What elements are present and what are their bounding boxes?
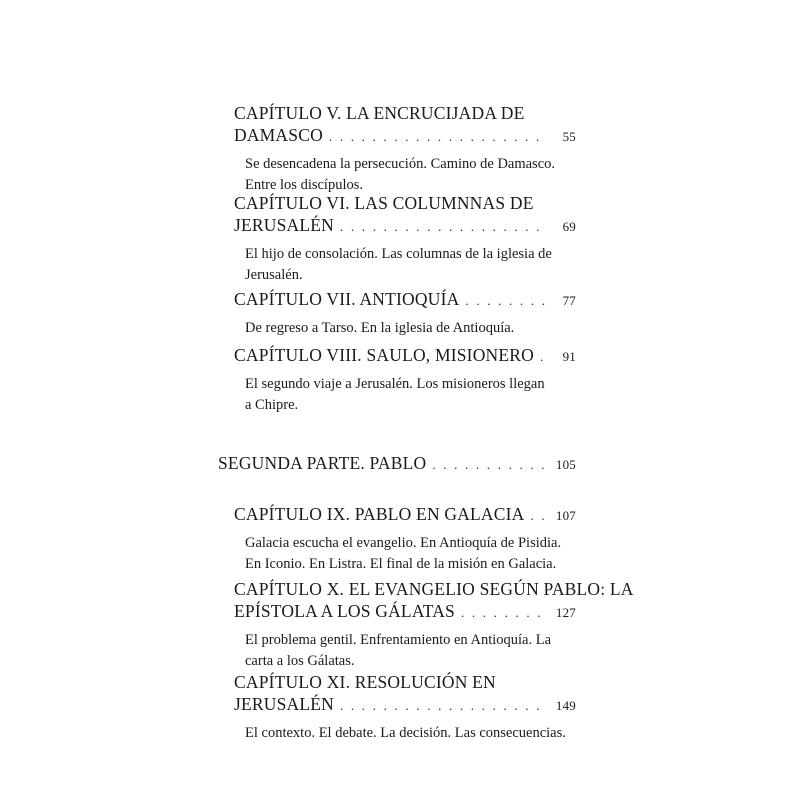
- description-line: a Chipre.: [245, 397, 299, 413]
- heading-line: CAPÍTULO V. LA ENCRUCIJADA DE: [234, 103, 525, 123]
- heading-line: CAPÍTULO XI. RESOLUCIÓN EN: [234, 672, 496, 692]
- page-number: 107: [555, 508, 576, 523]
- chapter-heading: [234, 671, 576, 717]
- toc-entry-chapter-10[interactable]: [234, 578, 634, 672]
- chapter-description: [245, 154, 565, 196]
- toc-entry-chapter-11[interactable]: [234, 671, 576, 744]
- chapter-heading: [234, 288, 576, 312]
- page-number: 105: [555, 457, 576, 472]
- page-number: 149: [555, 698, 576, 713]
- description-line: El contexto. El debate. La decisión. Las consecuencias.: [245, 725, 566, 741]
- description-line: El segundo viaje a Jerusalén. Los misioneros llegan: [245, 376, 545, 392]
- toc-entry-chapter-8[interactable]: [234, 344, 576, 416]
- page-number: 77: [562, 293, 576, 308]
- description-line: De regreso a Tarso. En la iglesia de Antioquía.: [245, 320, 515, 336]
- chapter-heading: [234, 344, 576, 368]
- chapter-heading: [234, 503, 576, 527]
- description-line: Galacia escucha el evangelio. En Antioquía de Pisidia.: [245, 535, 562, 551]
- page-number: 55: [562, 129, 576, 144]
- dot-leader: [540, 346, 546, 368]
- description-line: El problema gentil. Enfrentamiento en Antioquía. La: [245, 632, 552, 648]
- description-line: El hijo de consolación. Las columnas de la iglesia de: [245, 246, 552, 262]
- heading-line: JERUSALÉN: [234, 215, 334, 235]
- toc-entry-chapter-9[interactable]: [234, 503, 576, 575]
- heading-line: CAPÍTULO IX. PABLO EN GALACIA: [234, 504, 525, 524]
- dot-leader: [461, 602, 546, 624]
- chapter-description: [245, 244, 565, 286]
- dot-leader: [329, 126, 546, 148]
- chapter-heading: [234, 578, 634, 624]
- heading-line: SEGUNDA PARTE. PABLO: [218, 453, 427, 473]
- chapter-description: [245, 318, 565, 339]
- toc-entry-chapter-6[interactable]: [234, 192, 576, 286]
- toc-entry-chapter-5[interactable]: [234, 102, 576, 196]
- dot-leader: [340, 216, 546, 238]
- chapter-description: [245, 723, 565, 744]
- chapter-description: [245, 374, 565, 416]
- heading-line: EPÍSTOLA A LOS GÁLATAS: [234, 601, 455, 621]
- heading-line: DAMASCO: [234, 125, 323, 145]
- heading-line: CAPÍTULO VIII. SAULO, MISIONERO: [234, 345, 534, 365]
- dot-leader: [340, 695, 546, 717]
- description-line: Jerusalén.: [245, 267, 303, 283]
- description-line: carta a los Gálatas.: [245, 653, 355, 669]
- description-line: En Iconio. En Listra. El final de la misión en Galacia.: [245, 556, 557, 572]
- dot-leader: [531, 505, 546, 527]
- chapter-description: [245, 533, 565, 575]
- page-number: 91: [562, 349, 576, 364]
- dot-leader: [465, 290, 546, 312]
- chapter-heading: [234, 192, 576, 238]
- chapter-description: [245, 630, 565, 672]
- heading-line: CAPÍTULO VII. ANTIOQUÍA: [234, 289, 460, 309]
- heading-line: CAPÍTULO X. EL EVANGELIO SEGÚN PABLO: LA: [234, 579, 634, 599]
- dot-leader: [432, 454, 546, 476]
- heading-line: CAPÍTULO VI. LAS COLUMNNAS DE: [234, 193, 534, 213]
- part-heading: [218, 452, 576, 476]
- page-number: 69: [562, 219, 576, 234]
- page-number: 127: [555, 605, 576, 620]
- toc-entry-part-2[interactable]: [218, 452, 576, 476]
- toc-entry-chapter-7[interactable]: [234, 288, 576, 339]
- chapter-heading: [234, 102, 576, 148]
- heading-line: JERUSALÉN: [234, 694, 334, 714]
- description-line: Entre los discípulos.: [245, 177, 364, 193]
- description-line: Se desencadena la persecución. Camino de Damasco.: [245, 156, 556, 172]
